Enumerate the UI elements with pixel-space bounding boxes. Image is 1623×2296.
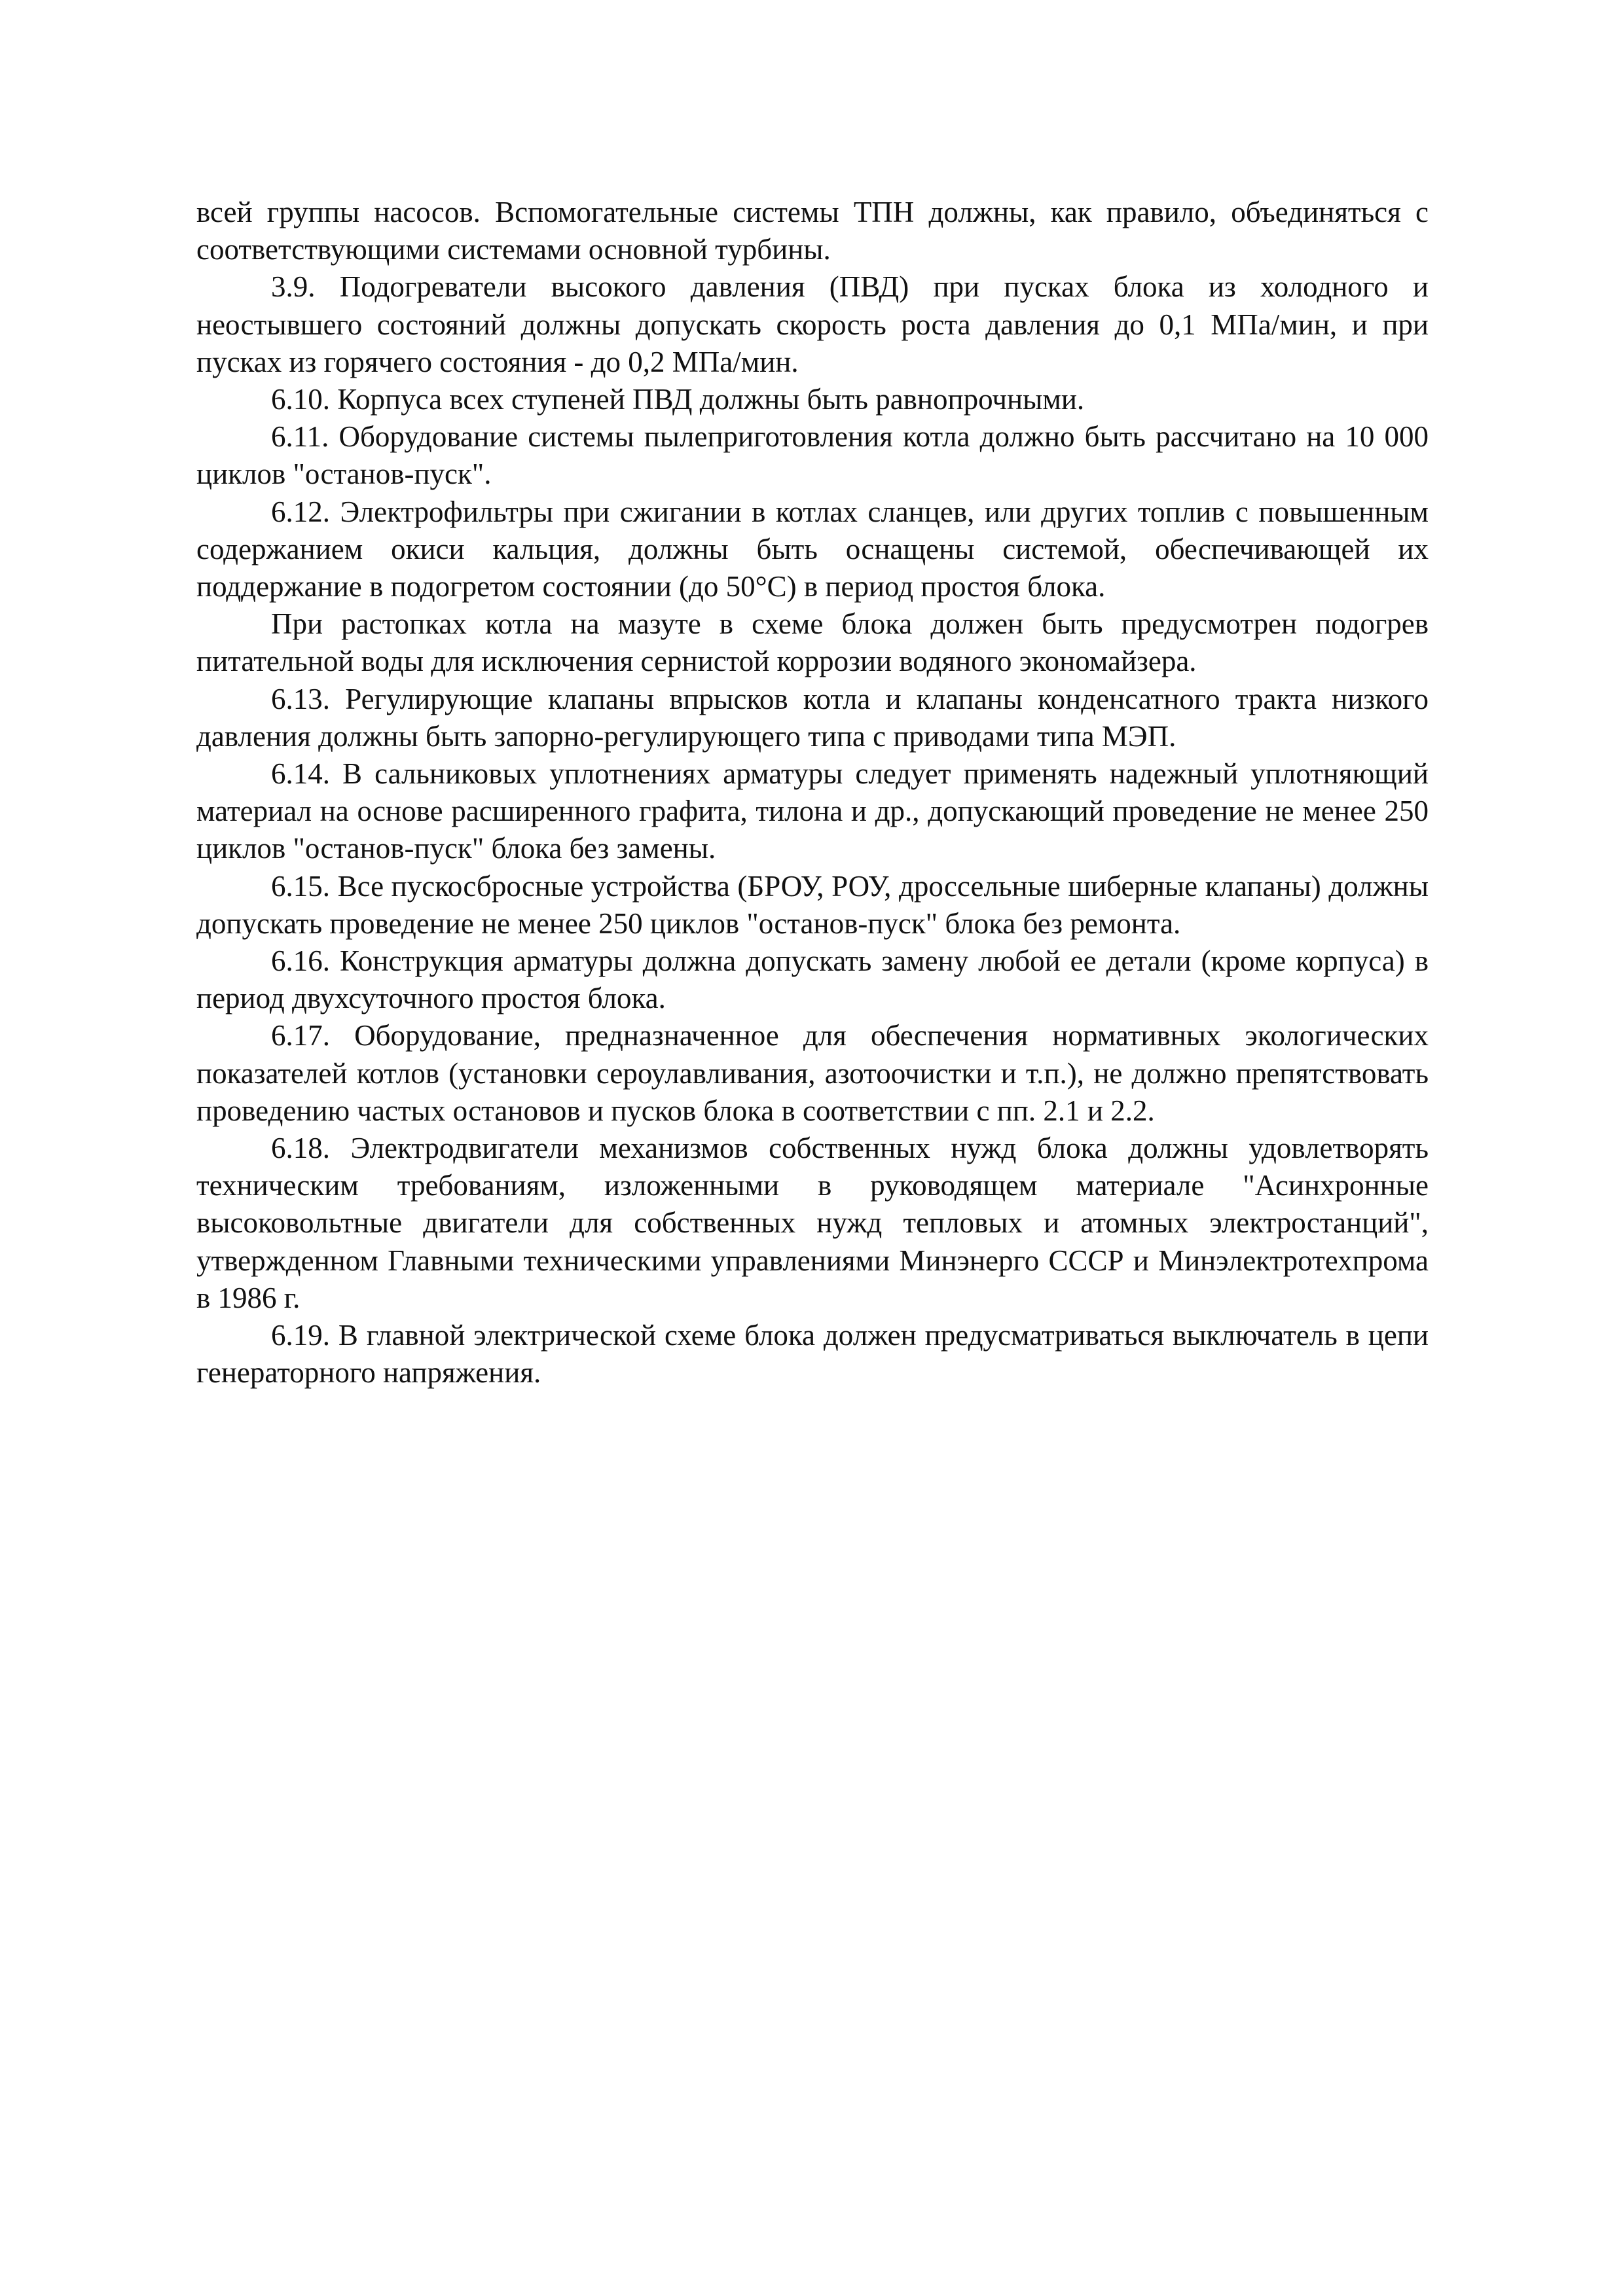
paragraph-6-10: 6.10. Корпуса всех ступеней ПВД должны быть равнопрочными. [271,383,1085,416]
paragraph-6-14: 6.14. В сальниковых уплотнениях арматуры следует применять надежный уплотняющий материал на основе расширенного графита, тилона и др., допускающий проведение не менее 250 циклов "останов-пуск" блока без замены. [196,757,1429,865]
paragraph-6-15: 6.15. Все пускосбросные устройства (БРОУ, РОУ, дроссельные шиберные клапаны) должны допускать проведение не менее 250 циклов "останов-пуск" блока без ремонта. [196,869,1429,940]
paragraph-6-18: 6.18. Электродвигатели механизмов собственных нужд блока должны удовлетворять техническим требованиям, изложенными в руководящем материале "Асинхронные высоковольтные двигатели для собственных нужд тепловых и атомных электростанций", утвержденном Главными техническими управлениями Минэнерго СССР и Минэлектротехпрома в 1986 г. [196,1132,1429,1314]
paragraph-6-17: 6.17. Оборудование, предназначенное для обеспечения нормативных экологических показателей котлов (установки сероулавливания, азотоочистки и т.п.), не должно препятствовать проведению частых остановов и пусков блока в соответствии с пп. 2.1 и 2.2. [196,1019,1429,1127]
paragraph-6-13: 6.13. Регулирующие клапаны впрысков котла и клапаны конденсатного тракта низкого давления должны быть запорно-регулирующего типа с приводами типа МЭП. [196,682,1429,753]
paragraph-3-9: 3.9. Подогреватели высокого давления (ПВД) при пусках блока из холодного и неостывшего состояний должны допускать скорость роста давления до 0,1 МПа/мин, и при пусках из горячего состояния - до 0,2 МПа/мин. [196,270,1429,378]
paragraph-6-19: 6.19. В главной электрической схеме блока должен предусматриваться выключатель в цепи генераторного напряжения. [196,1319,1429,1390]
paragraph-fuel-oil-firing: При растопках котла на мазуте в схеме блока должен быть предусмотрен подогрев питательной воды для исключения сернистой коррозии водяного экономайзера. [196,607,1429,678]
document-body [196,194,1429,1392]
paragraph-pump-group: всей группы насосов. Вспомогательные системы ТПН должны, как правило, объединяться с соответствующими системами основной турбины. [196,196,1429,266]
paragraph-6-11: 6.11. Оборудование системы пылеприготовления котла должно быть рассчитано на 10 000 циклов "останов-пуск". [196,420,1429,491]
paragraph-6-16: 6.16. Конструкция арматуры должна допускать замену любой ее детали (кроме корпуса) в период двухсуточного простоя блока. [196,944,1429,1015]
paragraph-6-12: 6.12. Электрофильтры при сжигании в котлах сланцев, или других топлив с повышенным содержанием окиси кальция, должны быть оснащены системой, обеспечивающей их поддержание в подогретом состоянии (до 50°С) в период простоя блока. [196,495,1429,603]
